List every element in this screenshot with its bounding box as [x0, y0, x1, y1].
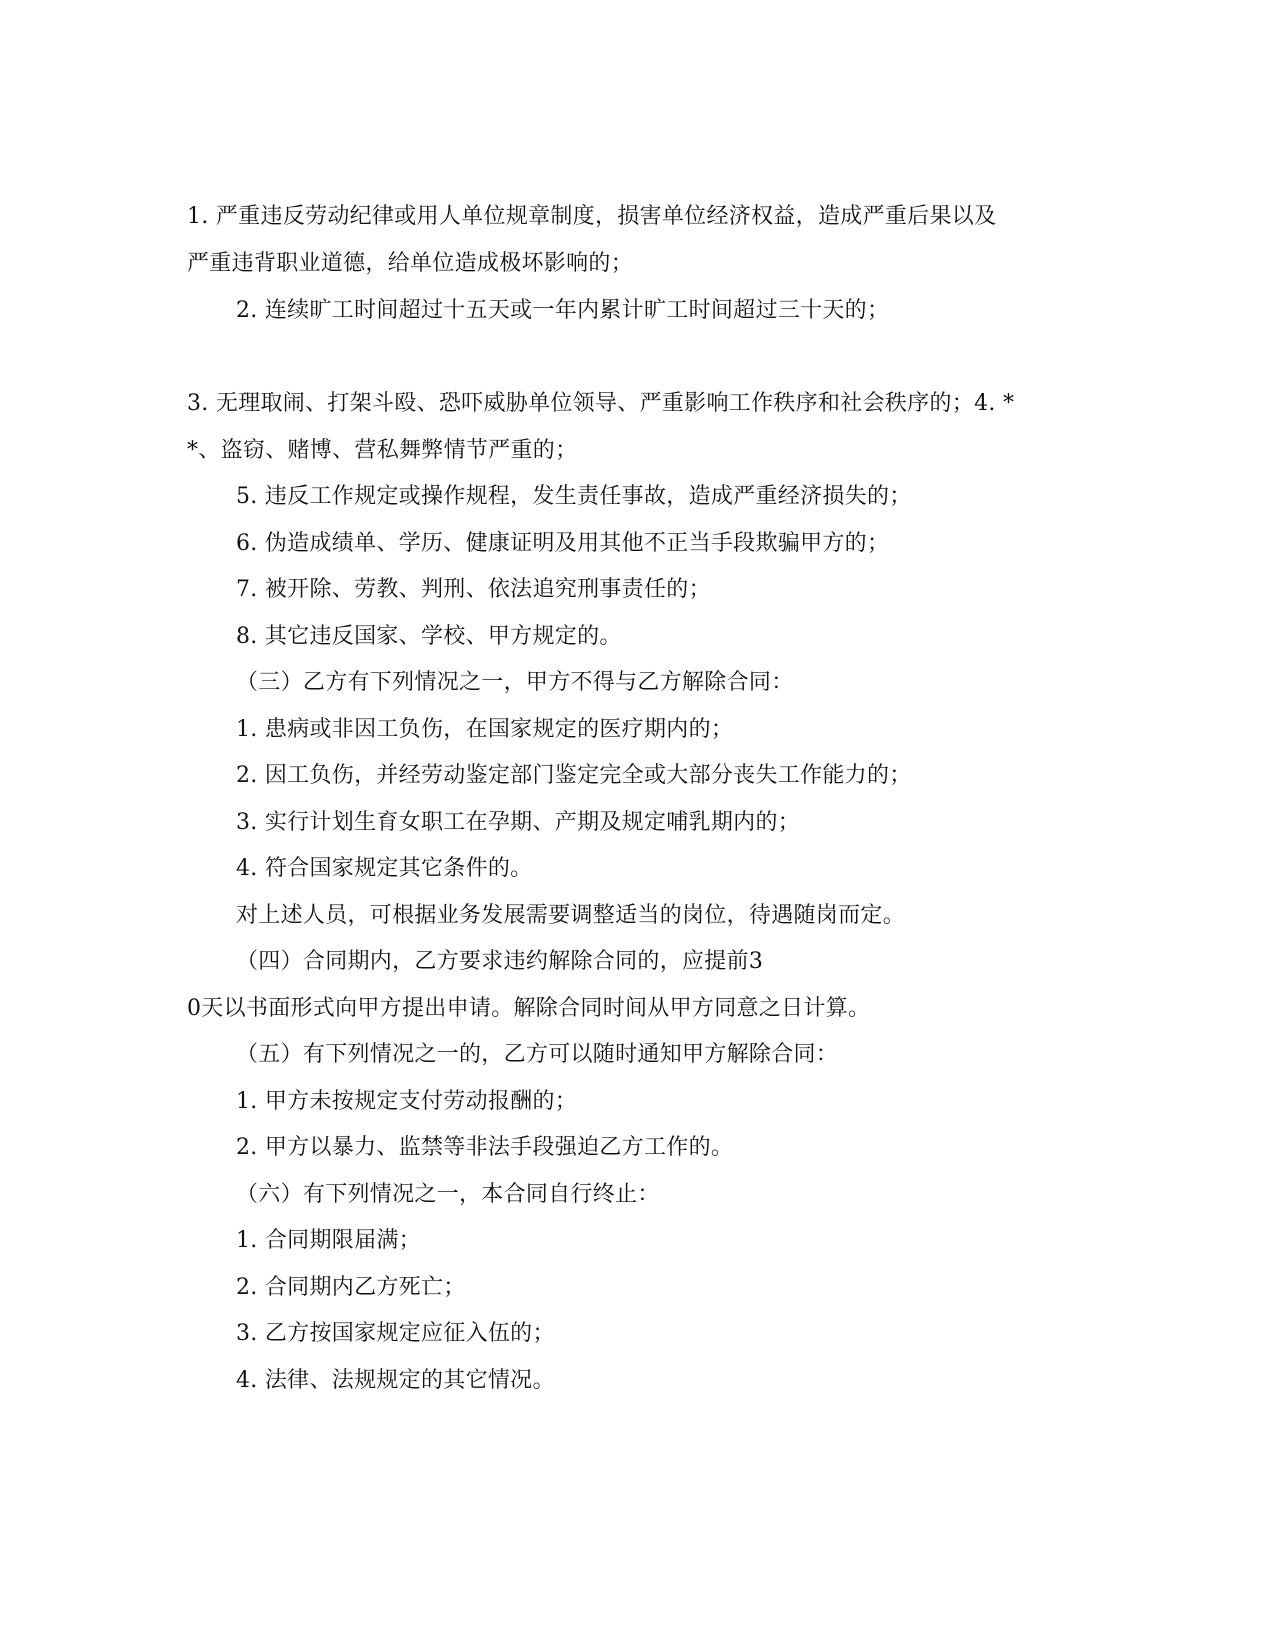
text-line: 4. 法律、法规规定的其它情况。	[236, 1368, 555, 1393]
text-line: 2. 连续旷工时间超过十五天或一年内累计旷工时间超过三十天的；	[236, 298, 890, 323]
text-line: （三）乙方有下列情况之一，甲方不得与乙方解除合同：	[236, 670, 794, 695]
text-line: 对上述人员，可根据业务发展需要调整适当的岗位，待遇随岗而定。	[236, 903, 906, 928]
text-line: 严重违背职业道德，给单位造成极坏影响的；	[187, 251, 634, 276]
text-line: 8. 其它违反国家、学校、甲方规定的。	[236, 624, 622, 649]
text-line: 2. 甲方以暴力、监禁等非法手段强迫乙方工作的。	[236, 1135, 734, 1160]
text-line: 2. 因工负伤，并经劳动鉴定部门鉴定完全或大部分丧失工作能力的；	[236, 763, 912, 788]
text-line: 0天以书面形式向甲方提出申请。解除合同时间从甲方同意之日计算。	[187, 996, 871, 1021]
text-line: 1. 甲方未按规定支付劳动报酬的；	[236, 1089, 578, 1114]
text-line: 1. 合同期限届满；	[236, 1228, 421, 1253]
text-line: 7. 被开除、劳教、判刑、依法追究刑事责任的；	[236, 577, 711, 602]
text-line: （六）有下列情况之一，本合同自行终止：	[236, 1182, 660, 1207]
text-line: 1. 患病或非因工负伤，在国家规定的医疗期内的；	[236, 717, 734, 742]
text-line: 1. 严重违反劳动纪律或用人单位规章制度，损害单位经济权益，造成严重后果以及	[187, 204, 997, 229]
text-line: 5. 违反工作规定或操作规程，发生责任事故，造成严重经济损失的；	[236, 484, 912, 509]
text-line: 3. 实行计划生育女职工在孕期、产期及规定哺乳期内的；	[236, 810, 801, 835]
text-line: *、盗窃、赌博、营私舞弊情节严重的；	[187, 438, 578, 463]
text-line: 6. 伪造成绩单、学历、健康证明及用其他不正当手段欺骗甲方的；	[236, 531, 890, 556]
text-line: 3. 无理取闹、打架斗殴、恐吓威胁单位领导、严重影响工作秩序和社会秩序的；4. *	[187, 391, 1015, 416]
text-line: （四）合同期内，乙方要求违约解除合同的，应提前3	[236, 949, 764, 974]
text-line: 4. 符合国家规定其它条件的。	[236, 856, 533, 881]
text-line: 3. 乙方按国家规定应征入伍的；	[236, 1321, 555, 1346]
text-line: 2. 合同期内乙方死亡；	[236, 1275, 466, 1300]
text-line: （五）有下列情况之一的，乙方可以随时通知甲方解除合同：	[236, 1042, 839, 1067]
